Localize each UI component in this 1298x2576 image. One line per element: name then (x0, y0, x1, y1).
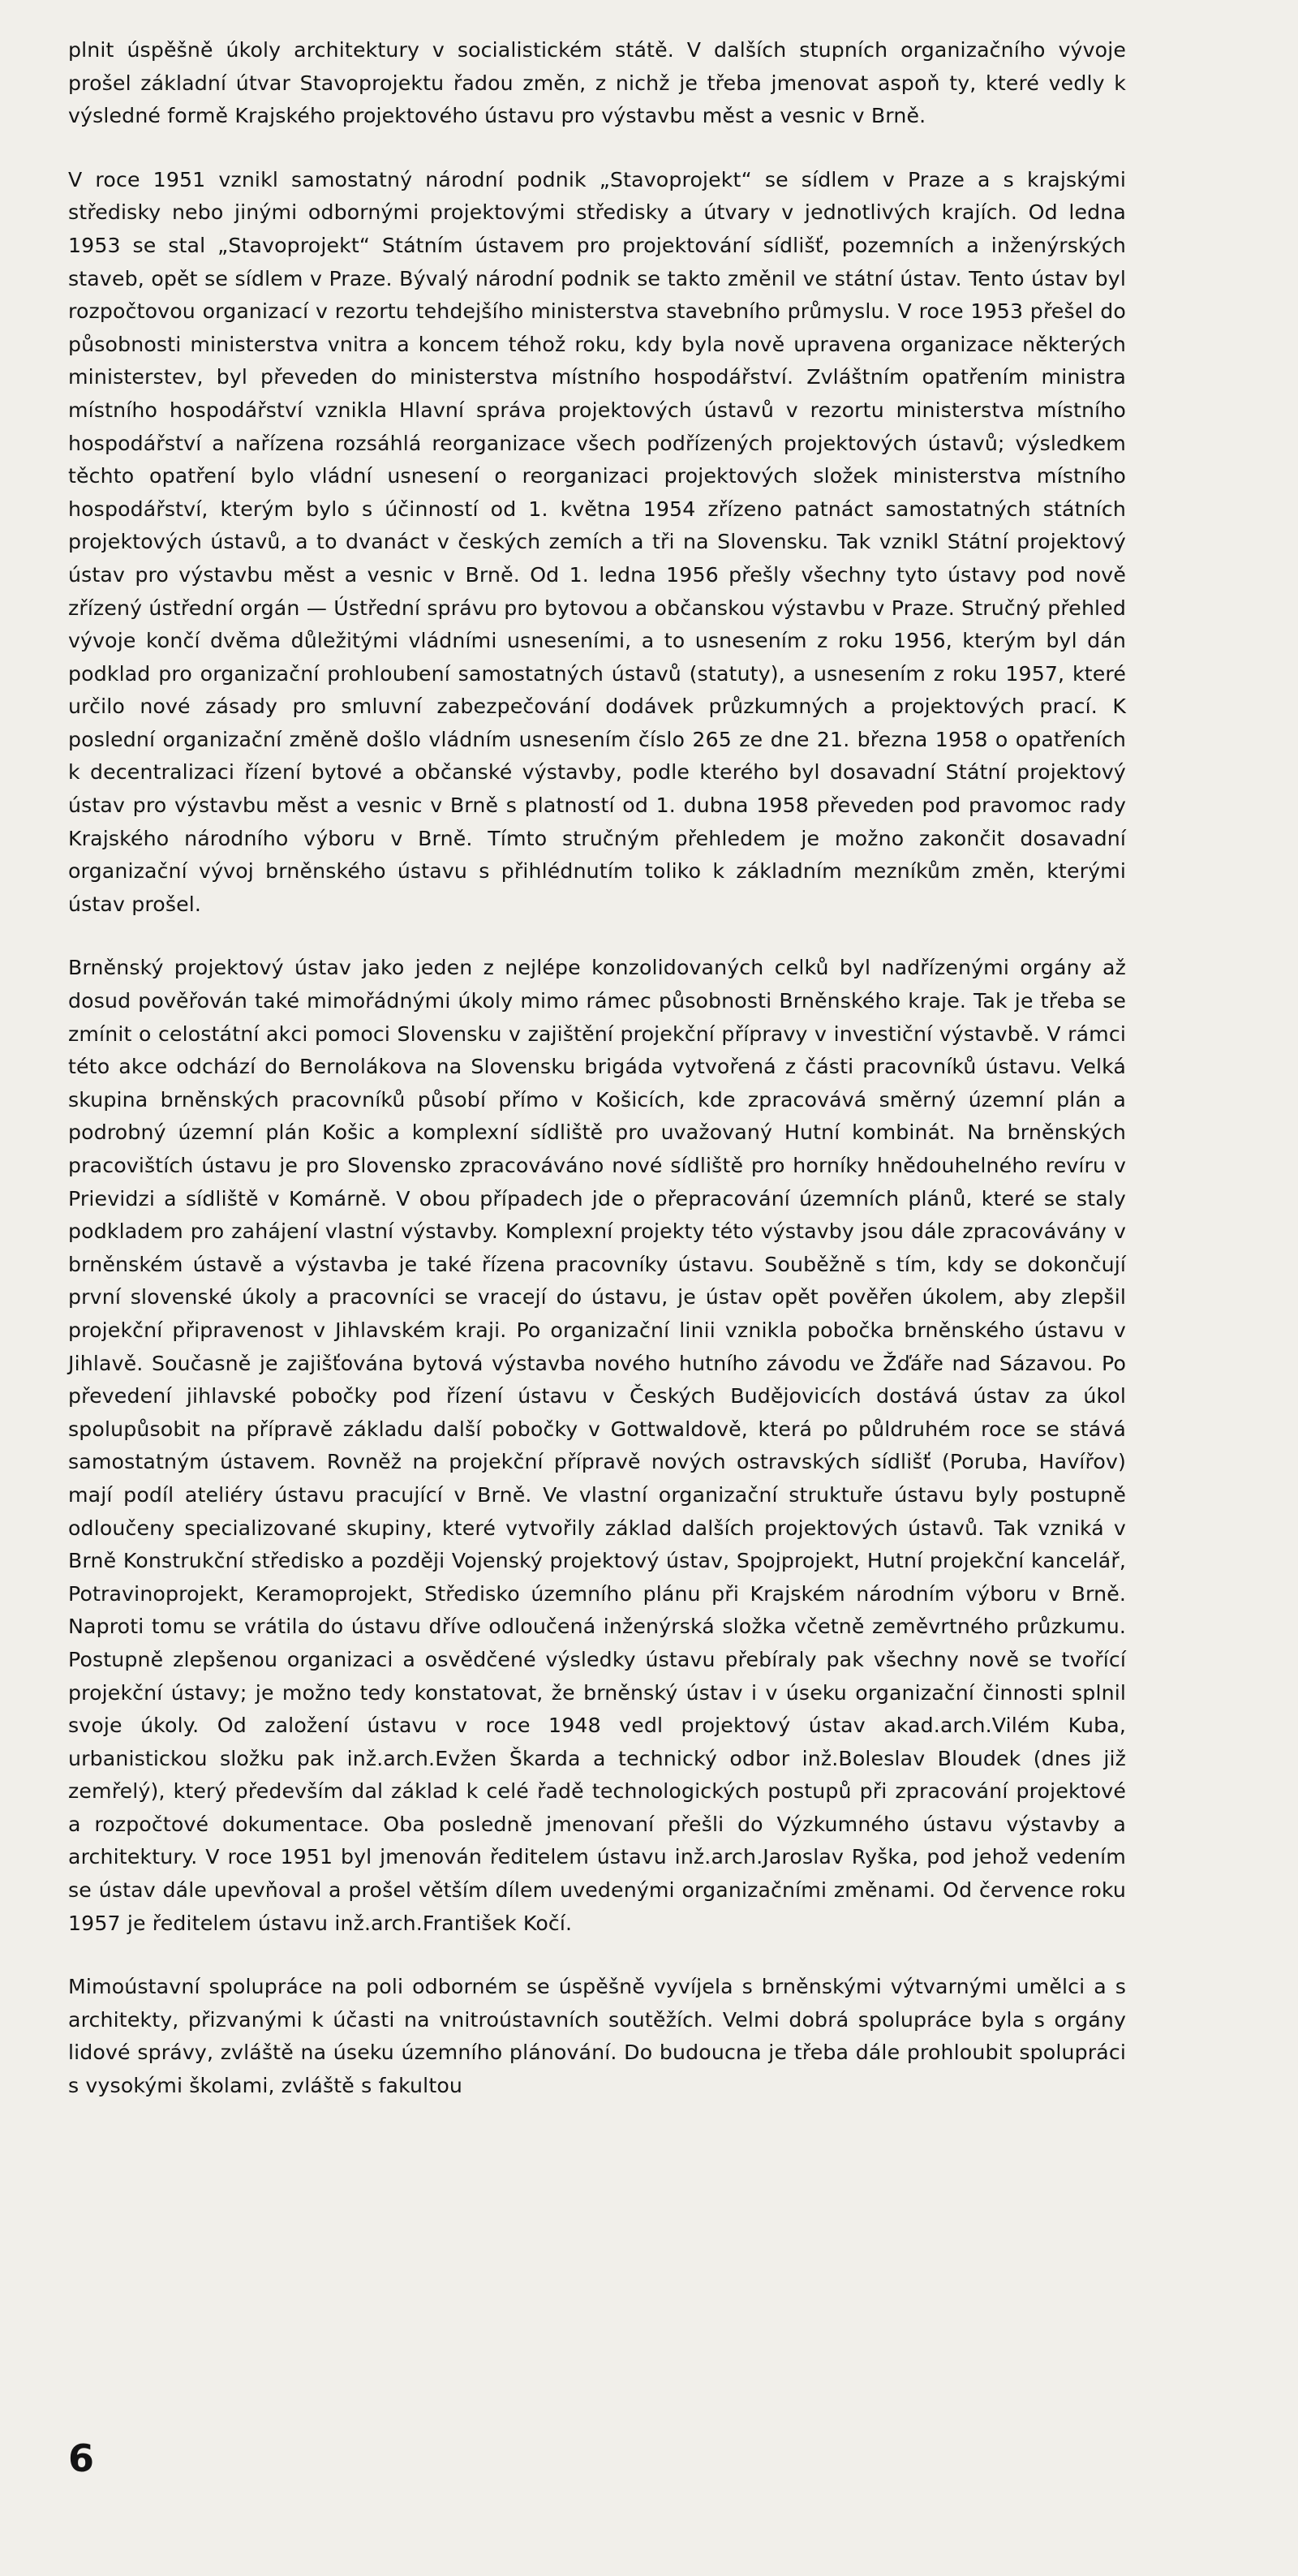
paragraph-extraordinary-tasks: Brněnský projektový ústav jako jeden z nejlépe konzolidovaných celků byl nadřízenými orgány až dosud pověřován také mimořádnými úkoly mimo rámec působnosti Brněnského kraje. Tak je třeba se zmínit o celostátní akci pomoci Slovensku v zajištění projekční přípravy v investiční výstavbě. V rámci této akce odchází do Bernolákova na Slovensku brigáda vytvořená z části pracovníků ústavu. Velká skupina brněnských pracovníků působí přímo v Košicích, kde zpracovává směrný územní plán a podrobný územní plán Košic a komplexní sídliště pro uvažovaný Hutní kombinát. Na brněnských pracovištích ústavu je pro Slovensko zpracováváno nové sídliště pro horníky hnědouhelného revíru v Prievidzi a sídliště v Komárně. V obou případech jde o přepracování územních plánů, které se staly podkladem pro zahájení vlastní výstavby. Komplexní projekty této výstavby jsou dále zpracovávány v brněnském ústavě a výstavba je také řízena pracovníky ústavu. Souběžně s tím, kdy se dokončují první slovenské úkoly a pracovníci se vracejí do ústavu, je ústav opět pověřen úkolem, aby zlepšil projekční připravenost v Jihlavském kraji. Po organizační linii vznikla pobočka brněnského ústavu v Jihlavě. Současně je zajišťována bytová výstavba nového hutního závodu ve Žďáře nad Sázavou. Po převedení jihlavské pobočky pod řízení ústavu v Českých Budějovicích dostává ústav za úkol spolupůsobit na přípravě základu další pobočky v Gottwaldově, která po půldruhém roce se stává samostatným ústavem. Rovněž na projekční přípravě nových ostravských sídlišť (Poruba, Havířov) mají podíl ateliéry ústavu pracující v Brně. Ve vlastní organizační struktuře ústavu byly postupně odloučeny specializované skupiny, které vytvořily základ dalších projektových ústavů. Tak vzniká v Brně Konstrukční středisko a později Vojenský projektový ústav, Spojprojekt, Hutní projekční kancelář, Potravinoprojekt, Keramoprojekt, Středisko územního plánu při Krajském národním výboru v Brně. Naproti tomu se vrátila do ústavu dříve odloučená inženýrská složka včetně zeměvrtného průzkumu. Postupně zlepšenou organizaci a osvědčené výsledky ústavu přebíraly pak všechny nově se tvořící projekční ústavy; je možno tedy konstatovat, že brněnský ústav i v úseku organizační činnosti splnil svoje úkoly. Od založení ústavu v roce 1948 vedl projektový ústav akad.arch.Vilém Kuba, urbanistickou složku pak inž.arch.Evžen Škarda a technický odbor inž.Boleslav Bloudek (dnes již zemřelý), který především dal základ k celé řadě technologických postupů při zpracování projektové a rozpočtové dokumentace. Oba posledně jmenovaní přešli do Výzkumného ústavu výstavby a architektury. V roce 1951 byl jmenován ředitelem ústavu inž.arch.Jaroslav Ryška, pod jehož vedením se ústav dále upevňoval a prošel větším dílem uvedenými organizačními změnami. Od července roku 1957 je ředitelem ústavu inž.arch.František Kočí. (68, 956, 1126, 1935)
paragraph-organizational-development: plnit úspěšně úkoly architektury v socialistickém státě. V dalších stupních organizačního vývoje prošel základní útvar Stavoprojektu řadou změn, z nichž je třeba jmenovat aspoň ty, které vedly k výsledné formě Krajského projektového ústavu pro výstavbu měst a vesnic v Brně. (68, 38, 1126, 128)
page-body-text (68, 34, 1126, 2103)
paragraph-external-cooperation: Mimoústavní spolupráce na poli odborném se úspěšně vyvíjela s brněnskými výtvarnými umělci a s architekty, přizvanými k účasti na vnitroústavních soutěžích. Velmi dobrá spolupráce byla s orgány lidové správy, zvláště na úseku územního plánování. Do budoucna je třeba dále prohloubit spolupráci s vysokými školami, zvláště s fakultou (68, 1975, 1126, 2098)
paragraph-stavoprojekt-history: V roce 1951 vznikl samostatný národní podnik „Stavoprojekt“ se sídlem v Praze a s krajskými středisky nebo jinými odbornými projektovými středisky a útvary v jednotlivých krajích. Od ledna 1953 se stal „Stavoprojekt“ Státním ústavem pro projektování sídlišť, pozemních a inženýrských staveb, opět se sídlem v Praze. Bývalý národní podnik se takto změnil ve státní ústav. Tento ústav byl rozpočtovou organizací v rezortu tehdejšího ministerstva stavebního průmyslu. V roce 1953 přešel do působnosti ministerstva vnitra a koncem téhož roku, kdy byla nově upravena organizace některých ministerstev, byl převeden do ministerstva místního hospodářství. Zvláštním opatřením ministra místního hospodářství vznikla Hlavní správa projektových ústavů v rezortu ministerstva místního hospodářství a nařízena rozsáhlá reorganizace všech podřízených projektových ústavů; výsledkem těchto opatření bylo vládní usnesení o reorganizaci projektových složek ministerstva místního hospodářství, kterým bylo s účinností od 1. května 1954 zřízeno patnáct samostatných státních projektových ústavů, a to dvanáct v českých zemích a tři na Slovensku. Tak vznikl Státní projektový ústav pro výstavbu měst a vesnic v Brně. Od 1. ledna 1956 přešly všechny tyto ústavy pod nově zřízený ústřední orgán — Ústřední správu pro bytovou a občanskou výstavbu v Praze. Stručný přehled vývoje končí dvěma důležitými vládními usneseními, a to usnesením z roku 1956, kterým byl dán podklad pro organizační prohloubení samostatných ústavů (statuty), a usnesením z roku 1957, které určilo nové zásady pro smluvní zabezpečování dodávek průzkumných a projektových prací. K poslední organizační změně došlo vládním usnesením číslo 265 ze dne 21. března 1958 o opatřeních k decentralizaci řízení bytové a občanské výstavby, podle kterého byl dosavadní Státní projektový ústav pro výstavbu měst a vesnic v Brně s platností od 1. dubna 1958 převeden pod pravomoc rady Krajského národního výboru v Brně. Tímto stručným přehledem je možno zakončit dosavadní organizační vývoj brněnského ústavu s přihlédnutím toliko k základním mezníkům změn, kterými ústav prošel. (68, 167, 1126, 916)
page-number: 6 (68, 2436, 95, 2480)
